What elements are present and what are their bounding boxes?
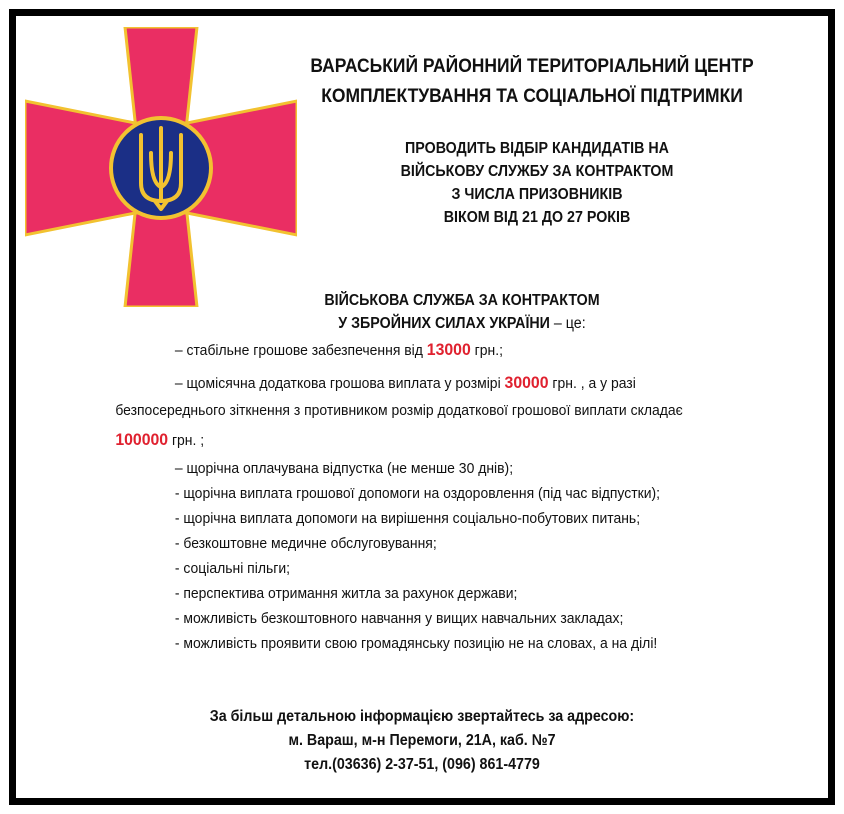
benefit-item: - перспектива отримання житла за рахунок держави;: [174, 585, 518, 602]
selection-line4: ВІКОМ ВІД 21 ДО 27 РОКІВ: [443, 209, 631, 226]
benefit-salary-unit: грн.;: [470, 342, 503, 359]
center-title: [263, 52, 800, 112]
selection-notice: [319, 137, 755, 229]
benefit-salary-amount: 13000: [426, 340, 471, 359]
benefit-monthly-unit: грн. , а у разі: [548, 375, 636, 392]
benefit-monthly-amount: 30000: [504, 373, 549, 392]
service-line1: ВІЙСЬКОВА СЛУЖБА ЗА КОНТРАКТОМ: [324, 292, 600, 309]
service-line2-rest: – це:: [549, 315, 586, 332]
benefit-item: - щорічна виплата допомоги на вирішення соціально-побутових питань;: [174, 510, 641, 527]
benefit-monthly-line2: безпосереднього зіткнення з противником розмір додаткової грошової виплати складає: [115, 402, 683, 419]
center-title-line1: ВАРАСЬКИЙ РАЙОННИЙ ТЕРИТОРІАЛЬНИЙ ЦЕНТР: [310, 56, 754, 77]
benefit-combat-amount: 100000: [115, 430, 169, 449]
benefit-item: - можливість проявити свою громадянську позицію не на словах, а на ділі!: [174, 635, 658, 652]
contact-line1: За більш детальною інформацією звертайтесь за адресою:: [209, 708, 635, 725]
benefit-combat-unit: грн. ;: [168, 432, 205, 449]
selection-line2: ВІЙСЬКОВУ СЛУЖБУ ЗА КОНТРАКТОМ: [400, 163, 674, 180]
benefit-monthly-text: – щомісячна додаткова грошова виплата у розмірі: [174, 375, 505, 392]
benefit-item: - щорічна виплата грошової допомоги на оздоровлення (під час відпустки);: [174, 485, 661, 502]
service-line2-bold: У ЗБРОЙНИХ СИЛАХ УКРАЇНИ: [338, 315, 550, 332]
contact-info: [199, 705, 644, 777]
contact-address: м. Вараш, м-н Перемоги, 21А, каб. №7: [288, 732, 556, 749]
benefit-item: - соціальні пільги;: [174, 560, 291, 577]
benefit-item: - безкоштовне медичне обслуговування;: [174, 535, 437, 552]
contact-phone: тел.(03636) 2-37-51, (096) 861-4779: [304, 756, 540, 773]
selection-line1: ПРОВОДИТЬ ВІДБІР КАНДИДАТІВ НА: [405, 140, 669, 157]
center-title-line2: КОМПЛЕКТУВАННЯ ТА СОЦІАЛЬНОЇ ПІДТРИМКИ: [321, 86, 743, 107]
selection-line3: З ЧИСЛА ПРИЗОВНИКІВ: [451, 186, 623, 203]
benefit-item: – щорічна оплачувана відпустка (не менше 30 днів);: [174, 460, 514, 477]
benefit-item: - можливість безкоштовного навчання у вищих навчальних закладах;: [174, 610, 624, 627]
benefit-salary-text: – стабільне грошове забезпечення від: [174, 342, 427, 359]
benefit-combat: [115, 430, 204, 450]
service-heading: [249, 289, 676, 335]
benefit-salary: [175, 340, 503, 360]
cross-horizontal-icon: [25, 83, 297, 253]
benefit-monthly: [175, 373, 636, 393]
